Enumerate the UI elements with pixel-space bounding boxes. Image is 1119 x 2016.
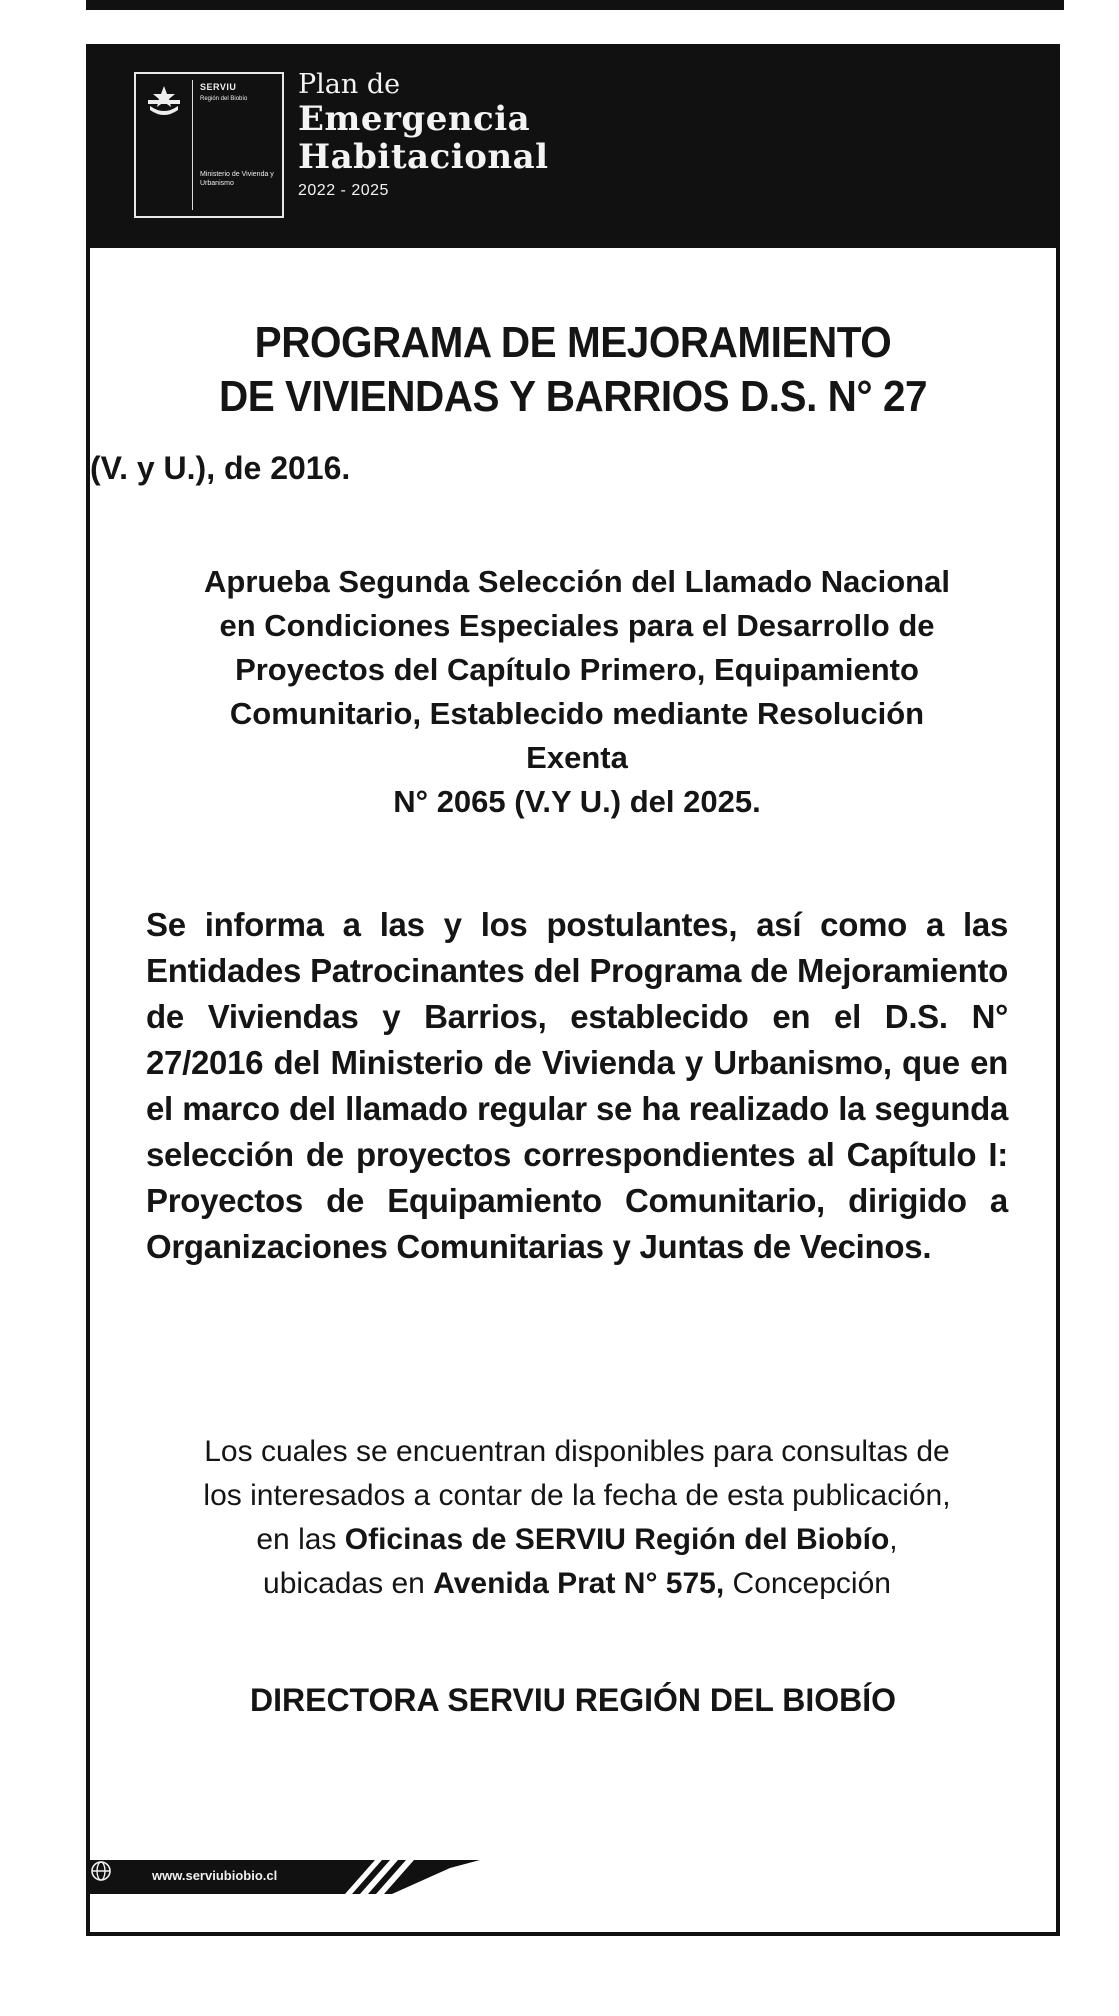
- availability-line-3-prefix: en las: [256, 1523, 345, 1556]
- program-title-line-1: PROGRAMA DE MEJORAMIENTO: [254, 318, 892, 367]
- office-address: Avenida Prat N° 575,: [433, 1567, 725, 1600]
- government-logo: [134, 72, 284, 218]
- body-paragraph: Se informa a las y los postulantes, así como a las Entidades Patrocinantes del Programa de Mejoramiento de Viviendas y Barrios, establecido en el D.S. N° 27/2016 del Ministerio de Vivienda y Urbanismo, que en el marco del llamado regular se ha realizado la segunda selección de proyectos correspondientes al Capítulo I: Proyectos de Equipamiento Comunitario, dirigido a Organizaciones Comunitarias y Juntas de Vecinos.: [146, 906, 1008, 1265]
- availability-line-3-suffix: ,: [889, 1523, 898, 1556]
- logo-serviu-text: SERVIU: [200, 82, 237, 92]
- notice-frame: [86, 44, 1060, 1936]
- logo-region-text: Región del Biobío: [200, 96, 248, 102]
- office-name: Oficinas de SERVIU Región del Biobío: [344, 1523, 890, 1556]
- footer-website-bar: [90, 1860, 480, 1894]
- availability-paragraph: [120, 1430, 1034, 1606]
- website-link[interactable]: www.serviubiobio.cl: [152, 1868, 278, 1883]
- seal-icon: [144, 82, 184, 122]
- plan-line-1: Plan de: [298, 69, 401, 100]
- availability-line-4-suffix: Concepción: [724, 1567, 891, 1600]
- plan-line-3: Habitacional: [298, 137, 549, 177]
- top-rule: [86, 0, 1064, 10]
- header-banner: [90, 48, 1056, 248]
- availability-line-4-prefix: ubicadas en: [263, 1567, 434, 1600]
- plan-emergencia-title: [298, 70, 549, 200]
- lead-line-3: Proyectos del Capítulo Primero, Equipamiento: [235, 652, 919, 687]
- lead-line-2: en Condiciones Especiales para el Desarrollo de: [219, 608, 935, 643]
- globe-icon: [90, 1860, 112, 1882]
- program-title-line-2: DE VIVIENDAS Y BARRIOS D.S. N° 27: [218, 372, 928, 421]
- lead-line-6: N° 2065 (V.Y U.) del 2025.: [393, 784, 761, 819]
- logo-ministry-text: Ministerio de Vivienda y Urbanismo: [200, 171, 274, 187]
- availability-line-2: los interesados a contar de la fecha de esta publicación,: [203, 1479, 951, 1512]
- plan-line-2: Emergencia: [298, 99, 531, 139]
- logo-divider: [192, 80, 193, 210]
- program-subtitle: (V. y U.), de 2016.: [90, 450, 351, 486]
- lead-line-5: Exenta: [526, 740, 628, 775]
- signer-title: DIRECTORA SERVIU REGIÓN DEL BIOBÍO: [249, 1682, 896, 1718]
- lead-line-4: Comunitario, Establecido mediante Resolución: [229, 696, 925, 731]
- resolution-lead: [130, 560, 1024, 824]
- footer-bar-shape: [90, 1860, 480, 1894]
- plan-years: 2022 - 2025: [298, 182, 389, 199]
- availability-line-3: [120, 1518, 1034, 1562]
- program-title: [129, 316, 1018, 424]
- lead-line-1: Aprueba Segunda Selección del Llamado Nacional: [204, 564, 950, 599]
- availability-line-4: [120, 1562, 1034, 1606]
- availability-line-1: Los cuales se encuentran disponibles para consultas de: [204, 1435, 950, 1468]
